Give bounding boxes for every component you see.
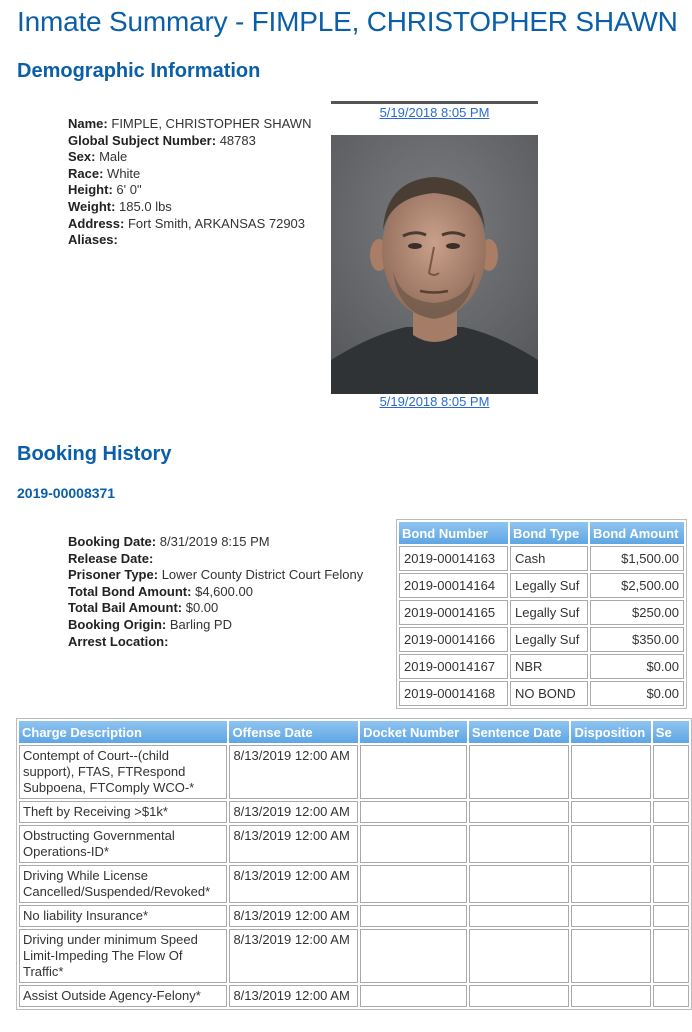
bond-number-cell: 2019-00014168 bbox=[399, 681, 508, 706]
sentence-cell bbox=[653, 745, 689, 799]
total-bail-row bbox=[68, 600, 363, 617]
charge-description-cell: No liability Insurance* bbox=[19, 905, 227, 927]
bond-number-header: Bond Number bbox=[399, 522, 508, 544]
bond-number-cell: 2019-00014166 bbox=[399, 627, 508, 652]
sentence-date-cell bbox=[469, 985, 570, 1007]
sentence-date-cell bbox=[469, 745, 570, 799]
sentence-cell bbox=[653, 825, 689, 863]
sentence-date-cell bbox=[469, 825, 570, 863]
disposition-cell bbox=[571, 985, 650, 1007]
sex-row bbox=[68, 149, 311, 166]
address-value: Fort Smith, ARKANSAS 72903 bbox=[127, 215, 306, 231]
mugshot-photo bbox=[331, 135, 538, 394]
prisoner-type-value: Lower County District Court Felony bbox=[161, 567, 364, 583]
disposition-cell bbox=[571, 825, 650, 863]
sentence-date-header: Sentence Date bbox=[469, 721, 570, 743]
booking-date-label: Booking Date: bbox=[68, 534, 157, 549]
offense-date-cell: 8/13/2019 12:00 AM bbox=[229, 801, 358, 823]
offense-date-header: Offense Date bbox=[229, 721, 358, 743]
charges-table bbox=[16, 718, 692, 1010]
bond-header-row bbox=[399, 522, 684, 544]
table-row bbox=[399, 627, 684, 652]
demographic-heading: Demographic Information bbox=[17, 60, 261, 82]
photo-date-link-top[interactable]: 5/19/2018 8:05 PM bbox=[379, 105, 490, 120]
arrest-location-row bbox=[68, 634, 363, 651]
docket-number-cell bbox=[360, 801, 467, 823]
bond-type-header: Bond Type bbox=[510, 522, 588, 544]
bond-type-cell: Legally Suf bbox=[510, 627, 588, 652]
booking-number: 2019-00008371 bbox=[17, 485, 116, 501]
bond-type-cell: Legally Suf bbox=[510, 600, 588, 625]
bond-number-cell: 2019-00014164 bbox=[399, 573, 508, 598]
disposition-cell bbox=[571, 905, 650, 927]
bond-amount-cell: $0.00 bbox=[590, 654, 684, 679]
offense-date-cell: 8/13/2019 12:00 AM bbox=[229, 929, 358, 983]
table-row bbox=[399, 600, 684, 625]
booking-date-value: 8/31/2019 8:15 PM bbox=[159, 534, 270, 549]
table-row bbox=[19, 825, 689, 863]
bond-amount-cell: $0.00 bbox=[590, 681, 684, 706]
bond-type-cell: NO BOND bbox=[510, 681, 588, 706]
total-bond-row bbox=[68, 584, 363, 601]
table-row bbox=[19, 865, 689, 903]
table-row bbox=[399, 573, 684, 598]
sentence-cell bbox=[653, 905, 689, 927]
height-label: Height: bbox=[68, 182, 113, 198]
sentence-cell bbox=[653, 929, 689, 983]
booking-origin-label: Booking Origin: bbox=[68, 616, 167, 632]
aliases-label: Aliases: bbox=[68, 232, 118, 248]
bond-amount-cell: $1,500.00 bbox=[590, 546, 684, 571]
disposition-cell bbox=[571, 865, 650, 903]
sentence-cell bbox=[653, 985, 689, 1007]
race-value: White bbox=[107, 165, 141, 181]
booking-origin-row bbox=[68, 617, 363, 634]
booking-origin-value: Barling PD bbox=[169, 616, 232, 632]
address-label: Address: bbox=[68, 215, 125, 231]
sentence-date-cell bbox=[469, 801, 570, 823]
bond-number-cell: 2019-00014165 bbox=[399, 600, 508, 625]
weight-label: Weight: bbox=[68, 198, 116, 214]
sentence-header-truncated: Se bbox=[653, 721, 689, 743]
name-value: FIMPLE, CHRISTOPHER SHAWN bbox=[111, 116, 312, 131]
booking-date-row bbox=[68, 534, 363, 551]
bond-amount-header: Bond Amount bbox=[590, 522, 684, 544]
aliases-row bbox=[68, 232, 311, 249]
height-value: 6' 0" bbox=[116, 182, 142, 198]
name-label: Name: bbox=[68, 116, 108, 131]
bond-type-cell: NBR bbox=[510, 654, 588, 679]
sentence-cell bbox=[653, 801, 689, 823]
total-bail-label: Total Bail Amount: bbox=[68, 600, 183, 616]
address-row bbox=[68, 216, 311, 233]
docket-number-header: Docket Number bbox=[360, 721, 467, 743]
bond-type-cell: Legally Suf bbox=[510, 573, 588, 598]
bond-table bbox=[396, 519, 687, 709]
offense-date-cell: 8/13/2019 12:00 AM bbox=[229, 865, 358, 903]
prisoner-type-row bbox=[68, 567, 363, 584]
sentence-date-cell bbox=[469, 929, 570, 983]
table-row bbox=[19, 985, 689, 1007]
bond-number-cell: 2019-00014167 bbox=[399, 654, 508, 679]
bond-amount-cell: $350.00 bbox=[590, 627, 684, 652]
disposition-header: Disposition bbox=[571, 721, 650, 743]
sex-label: Sex: bbox=[68, 149, 96, 165]
demographic-info bbox=[68, 116, 311, 249]
charge-description-header: Charge Description bbox=[19, 721, 227, 743]
charge-description-cell: Theft by Receiving >$1k* bbox=[19, 801, 227, 823]
charge-description-cell: Contempt of Court--(child support), FTAS, FTRespond Subpoena, FTComply WCO-* bbox=[19, 745, 227, 799]
total-bond-label: Total Bond Amount: bbox=[68, 583, 192, 599]
docket-number-cell bbox=[360, 905, 467, 927]
race-label: Race: bbox=[68, 165, 104, 181]
disposition-cell bbox=[571, 801, 650, 823]
table-row bbox=[19, 801, 689, 823]
gsn-label: Global Subject Number: bbox=[68, 132, 217, 148]
docket-number-cell bbox=[360, 985, 467, 1007]
bond-amount-cell: $2,500.00 bbox=[590, 573, 684, 598]
docket-number-cell bbox=[360, 825, 467, 863]
race-row bbox=[68, 166, 311, 183]
charge-description-cell: Driving While License Cancelled/Suspended/Revoked* bbox=[19, 865, 227, 903]
sentence-date-cell bbox=[469, 865, 570, 903]
gsn-row bbox=[68, 133, 311, 150]
docket-number-cell bbox=[360, 745, 467, 799]
table-row bbox=[19, 905, 689, 927]
charges-header-row bbox=[19, 721, 689, 743]
total-bond-value: $4,600.00 bbox=[195, 583, 253, 599]
offense-date-cell: 8/13/2019 12:00 AM bbox=[229, 905, 358, 927]
table-row bbox=[399, 546, 684, 571]
disposition-cell bbox=[571, 929, 650, 983]
table-row bbox=[399, 654, 684, 679]
table-row bbox=[19, 929, 689, 983]
name-row bbox=[68, 116, 311, 133]
photo-top-divider bbox=[331, 101, 538, 104]
docket-number-cell bbox=[360, 865, 467, 903]
gsn-value: 48783 bbox=[219, 132, 256, 148]
offense-date-cell: 8/13/2019 12:00 AM bbox=[229, 825, 358, 863]
total-bail-value: $0.00 bbox=[185, 600, 219, 616]
bond-type-cell: Cash bbox=[510, 546, 588, 571]
disposition-cell bbox=[571, 745, 650, 799]
weight-value: 185.0 lbs bbox=[119, 198, 172, 214]
charge-description-cell: Driving under minimum Speed Limit-Impeding The Flow Of Traffic* bbox=[19, 929, 227, 983]
docket-number-cell bbox=[360, 929, 467, 983]
offense-date-cell: 8/13/2019 12:00 AM bbox=[229, 745, 358, 799]
sex-value: Male bbox=[99, 149, 128, 165]
offense-date-cell: 8/13/2019 12:00 AM bbox=[229, 985, 358, 1007]
charge-description-cell: Assist Outside Agency-Felony* bbox=[19, 985, 227, 1007]
table-row bbox=[399, 681, 684, 706]
page-title: Inmate Summary - FIMPLE, CHRISTOPHER SHAWN bbox=[17, 6, 678, 37]
sentence-cell bbox=[653, 865, 689, 903]
bond-number-cell: 2019-00014163 bbox=[399, 546, 508, 571]
table-row bbox=[19, 745, 689, 799]
booking-history-heading: Booking History bbox=[17, 443, 172, 465]
release-date-row bbox=[68, 551, 363, 568]
weight-row bbox=[68, 199, 311, 216]
bond-amount-cell: $250.00 bbox=[590, 600, 684, 625]
arrest-location-label: Arrest Location: bbox=[68, 633, 169, 649]
release-date-label: Release Date: bbox=[68, 550, 154, 566]
photo-date-link-bottom[interactable]: 5/19/2018 8:05 PM bbox=[379, 394, 490, 409]
charge-description-cell: Obstructing Governmental Operations-ID* bbox=[19, 825, 227, 863]
prisoner-type-label: Prisoner Type: bbox=[68, 567, 159, 583]
height-row bbox=[68, 182, 311, 199]
sentence-date-cell bbox=[469, 905, 570, 927]
booking-info bbox=[68, 534, 363, 650]
